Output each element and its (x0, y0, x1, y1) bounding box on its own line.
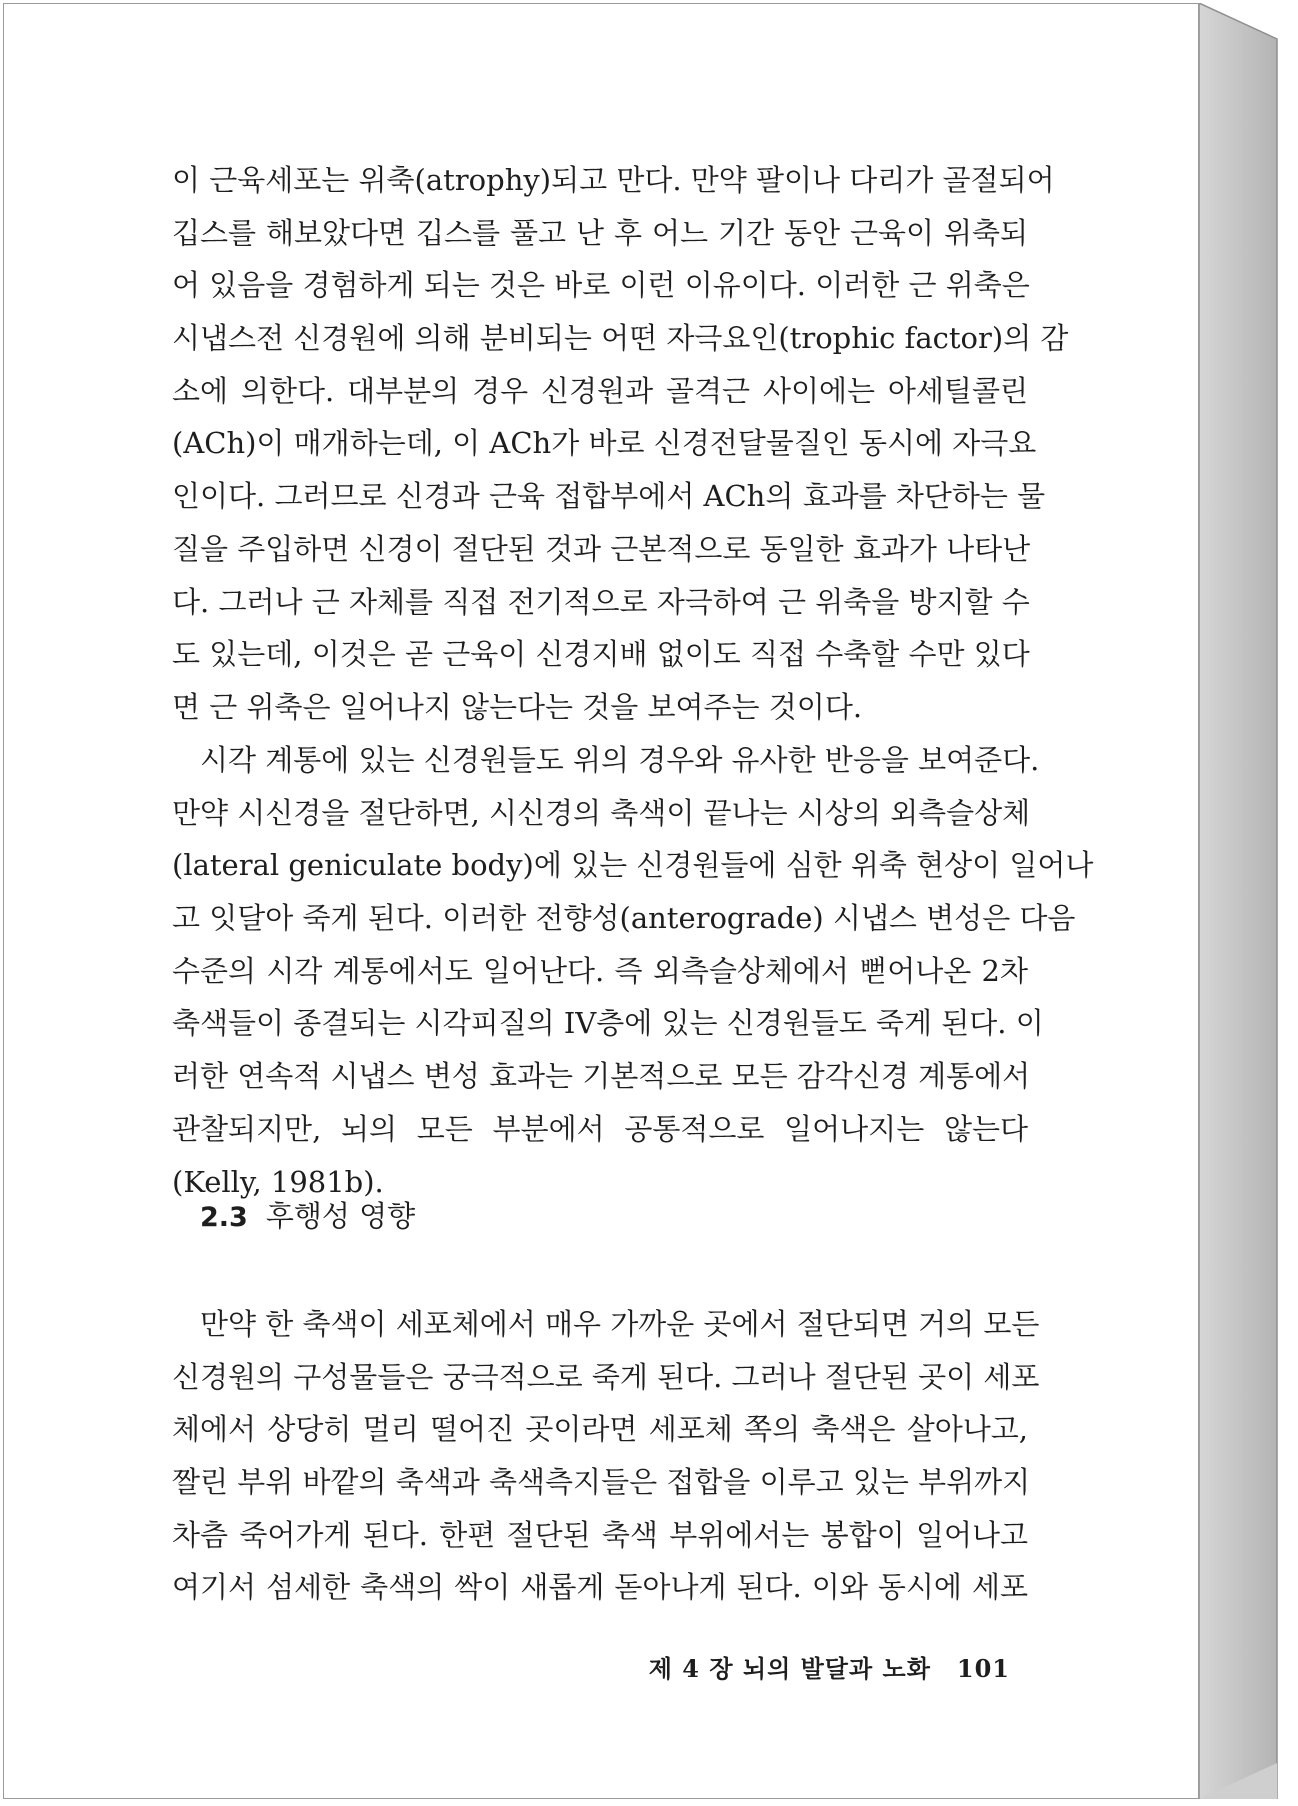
chapter-title: 제 4 장 뇌의 발달과 노화 (648, 1654, 931, 1683)
text-line: 여기서 섬세한 축색의 싹이 새롭게 돋아나게 된다. 이와 동시에 세포 (172, 1570, 1028, 1605)
page-footer (649, 1649, 1010, 1684)
page-number: 101 (956, 1654, 1010, 1683)
text-line: (Kelly, 1981b). (172, 1164, 384, 1199)
text-line: 만약 시신경을 절단하면, 시신경의 축색이 끝나는 시상의 외측슬상체 (172, 795, 1031, 830)
text-line: 깁스를 해보았다면 깁스를 풀고 난 후 어느 기간 동안 근육이 위축되 (172, 215, 1028, 250)
text-line: (ACh)이 매개하는데, 이 ACh가 바로 신경전달물질인 동시에 자극요 (172, 426, 1037, 461)
paragraph-visual-system (172, 734, 1094, 1208)
book-thickness-graphic (1199, 3, 1295, 1799)
text-line: 수준의 시각 계통에서도 일어난다. 즉 외측슬상체에서 뻗어나온 2차 (172, 953, 1028, 988)
section-title: 후행성 영향 (265, 1199, 416, 1233)
text-line: 도 있는데, 이것은 곧 근육이 신경지배 없이도 직접 수축할 수만 있다 (172, 637, 1030, 672)
text-line: 체에서 상당히 멀리 떨어진 곳이라면 세포체 쪽의 축색은 살아나고, (172, 1412, 1028, 1447)
text-line: 만약 한 축색이 세포체에서 매우 가까운 곳에서 절단되면 거의 모든 (200, 1307, 1040, 1341)
section-number: 2.3 (200, 1202, 248, 1233)
text-line: 질을 주입하면 신경이 절단된 것과 근본적으로 동일한 효과가 나타난 (172, 531, 1031, 566)
paragraph-retrograde-effects (172, 1298, 1040, 1614)
text-line: 신경원의 구성물들은 궁극적으로 죽게 된다. 그러나 절단된 곳이 세포 (172, 1359, 1040, 1394)
text-line: 짤린 부위 바깥의 축색과 축색측지들은 접합을 이루고 있는 부위까지 (172, 1465, 1031, 1500)
text-line: 축색들이 종결되는 시각피질의 IV층에 있는 신경원들도 죽게 된다. 이 (172, 1006, 1044, 1041)
paragraph-muscle-atrophy (172, 154, 1069, 734)
text-line: (lateral geniculate body)에 있는 신경원들에 심한 위축 현상이 일어나 (172, 848, 1094, 883)
text-line: 관찰되지만, 뇌의 모든 부분에서 공통적으로 일어나지는 않는다 (172, 1111, 1028, 1146)
text-line: 면 근 위축은 일어나지 않는다는 것을 보여주는 것이다. (172, 689, 863, 724)
text-line: 다. 그러나 근 자체를 직접 전기적으로 자극하여 근 위축을 방지할 수 (172, 584, 1030, 619)
text-line: 시냅스전 신경원에 의해 분비되는 어떤 자극요인(trophic factor)의 감 (172, 321, 1069, 356)
text-line: 러한 연속적 시냅스 변성 효과는 기본적으로 모든 감각신경 계통에서 (172, 1059, 1031, 1094)
text-line: 소에 의한다. 대부분의 경우 신경원과 골격근 사이에는 아세틸콜린 (172, 373, 1028, 408)
text-line: 인이다. 그러므로 신경과 근육 접합부에서 ACh의 효과를 차단하는 물 (172, 479, 1046, 514)
text-line: 시각 계통에 있는 신경원들도 위의 경우와 유사한 반응을 보여준다. (200, 743, 1040, 777)
text-line: 차츰 죽어가게 된다. 한편 절단된 축색 부위에서는 봉합이 일어나고 (172, 1517, 1028, 1552)
text-line: 고 잇달아 죽게 된다. 이러한 전향성(anterograde) 시냅스 변성은 다음 (172, 901, 1076, 936)
book-edge (1199, 3, 1295, 1799)
section-heading (200, 1194, 415, 1235)
text-line: 이 근육세포는 위축(atrophy)되고 만다. 만약 팔이나 다리가 골절되어 (172, 163, 1055, 197)
text-line: 어 있음을 경험하게 되는 것은 바로 이런 이유이다. 이러한 근 위축은 (172, 268, 1030, 303)
